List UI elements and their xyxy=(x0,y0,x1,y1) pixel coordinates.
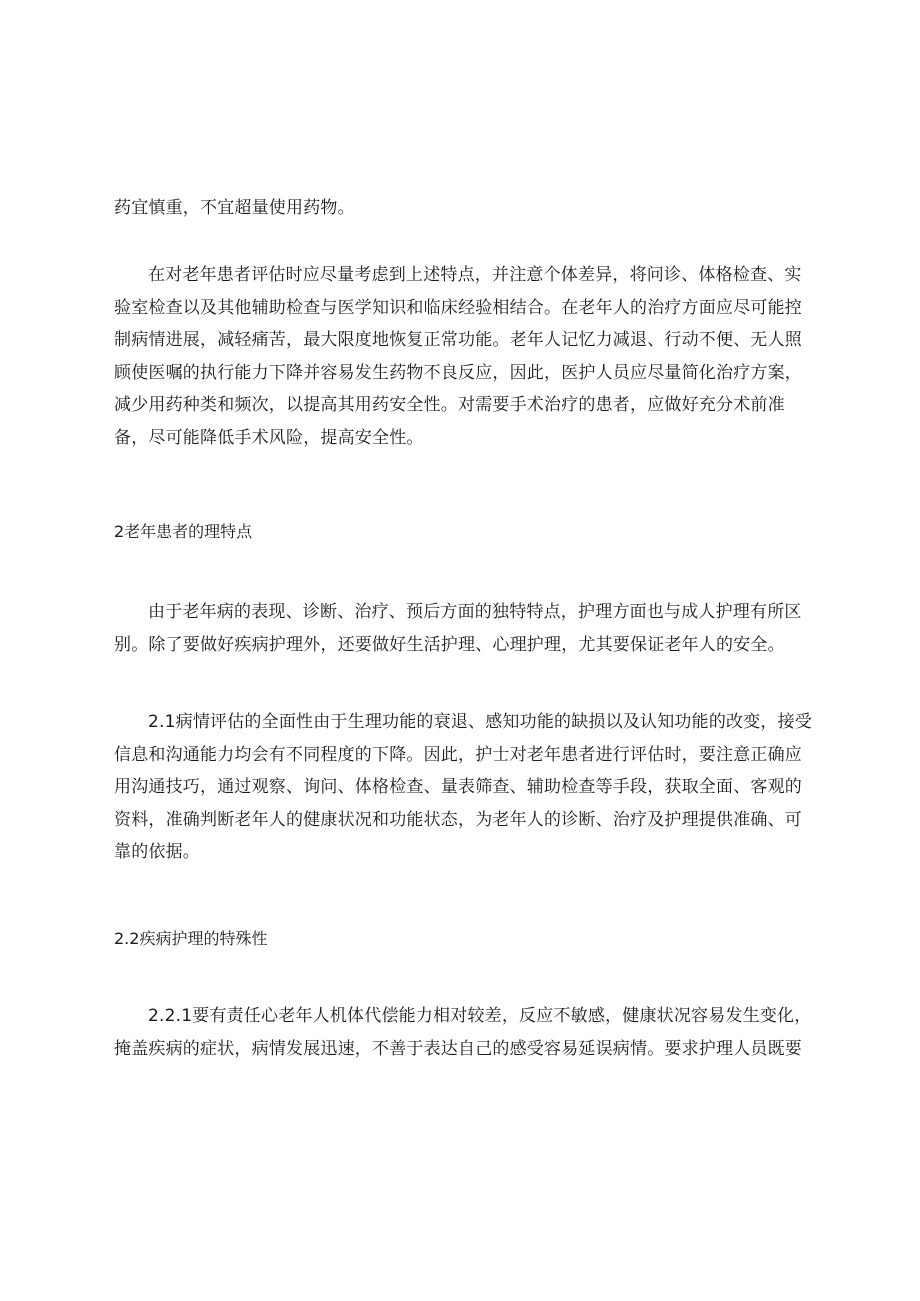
text-line: 备，尽可能降低手术风险，提高安全性。 xyxy=(114,427,424,448)
text-line: 在对老年患者评估时应尽量考虑到上述特点，并注意个体差异，将问诊、体格检查、实 xyxy=(148,265,802,285)
paragraph-2-2-1 xyxy=(114,1000,812,1065)
text-line: 验室检查以及其他辅助检查与医学知识和临床经验相结合。在老年人的治疗方面应尽可能控 xyxy=(114,297,802,318)
text-line: 别。除了要做好疾病护理外，还要做好生活护理、心理护理，尤其要保证老年人的安全。 xyxy=(114,634,785,655)
paragraph-nursing-intro xyxy=(114,596,802,661)
text-line: 由于老年病的表现、诊断、治疗、预后方面的独特特点，护理方面也与成人护理有所区 xyxy=(148,602,802,622)
text-line: 信息和沟通能力均会有不同程度的下降。因此，护士对老年患者进行评估时，要注意正确应 xyxy=(114,744,802,765)
text-line: 资料，准确判断老年人的健康状况和功能状态，为老年人的诊断、治疗及护理提供准确、可 xyxy=(114,809,802,830)
text-line: 靠的依据。 xyxy=(114,842,200,862)
text-line: 2.1病情评估的全面性由于生理功能的衰退、感知功能的缺损以及认知功能的改变，接受 xyxy=(148,712,813,732)
paragraph-assessment xyxy=(114,259,802,454)
text-line: 掩盖疾病的症状，病情发展迅速，不善于表达自己的感受容易延误病情。要求护理人员既要 xyxy=(114,1038,802,1059)
text-line: 药宜慎重，不宜超量使用药物。 xyxy=(114,198,355,218)
text-line: 顾使医嘱的执行能力下降并容易发生药物不良反应，因此，医护人员应尽量简化治疗方案， xyxy=(114,362,802,383)
section-heading-2: 2老年患者的理特点 xyxy=(114,522,253,541)
section-heading-2-2: 2.2疾病护理的特殊性 xyxy=(114,929,268,948)
paragraph-2-1 xyxy=(114,706,813,869)
text-line: 减少用药种类和频次，以提高其用药安全性。对需要手术治疗的患者，应做好充分术前准 xyxy=(114,395,785,415)
text-line: 用沟通技巧，通过观察、询问、体格检查、量表筛查、辅助检查等手段，获取全面、客观的 xyxy=(114,777,802,797)
paragraph-dosage-caution xyxy=(114,192,794,225)
text-line: 2.2.1要有责任心老年人机体代偿能力相对较差，反应不敏感，健康状况容易发生变化， xyxy=(148,1006,812,1026)
text-line: 制病情进展，减轻痛苦，最大限度地恢复正常功能。老年人记忆力减退、行动不便、无人照 xyxy=(114,330,802,350)
